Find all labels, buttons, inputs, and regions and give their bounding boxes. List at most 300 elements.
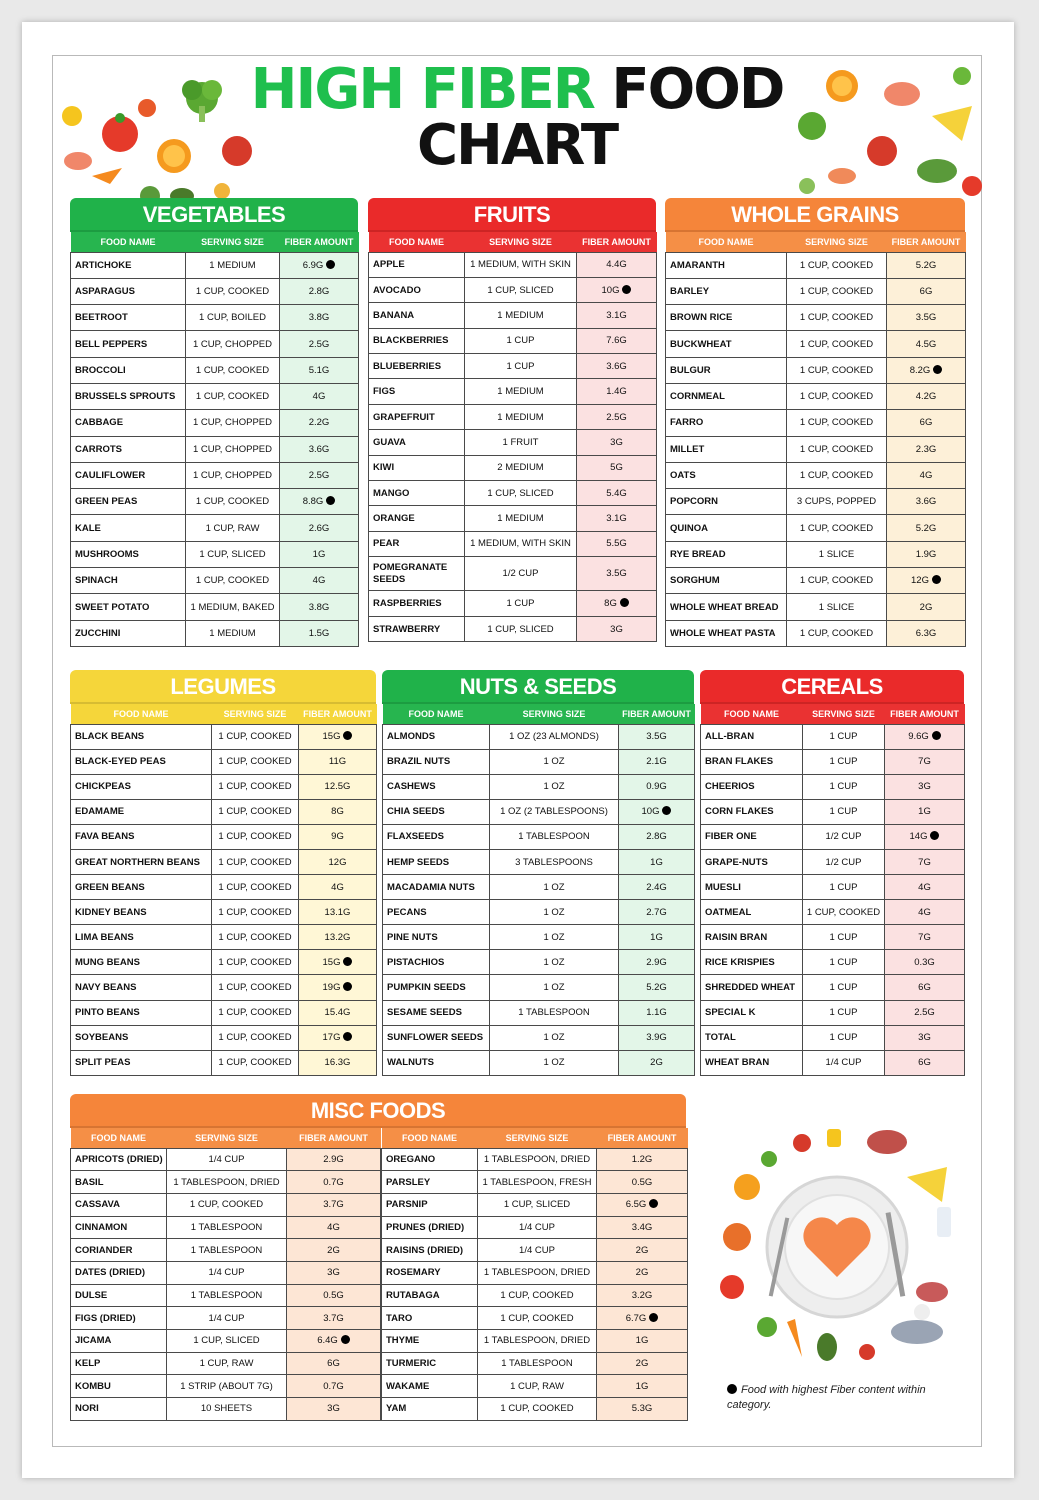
serving-size-cell: [490, 950, 619, 975]
food-name-cell: [71, 568, 186, 594]
food-name-cell: [701, 774, 803, 799]
serving-size-cell: [186, 515, 280, 541]
table-row: [382, 1330, 688, 1353]
table-row: [382, 1193, 688, 1216]
nuts-seeds-table: [382, 704, 695, 1076]
food-name-cell: [369, 506, 465, 531]
table-row: [701, 774, 965, 799]
serving-size-cell: [167, 1330, 287, 1353]
serving-size-cell-text: 1 CUP, COOKED: [218, 956, 292, 968]
food-name-cell-text: SPLIT PEAS: [75, 1057, 131, 1069]
food-name-cell: [369, 354, 465, 379]
fiber-amount-cell: [619, 799, 695, 824]
food-name-cell-text: STRAWBERRY: [373, 623, 441, 635]
food-name-cell: [71, 383, 186, 409]
table-row: [382, 1375, 688, 1398]
food-name-cell-text: EDAMAME: [75, 806, 125, 818]
food-name-cell: [701, 975, 803, 1000]
fiber-amount-cell-text: 5.2G: [915, 259, 937, 271]
serving-size-cell: [167, 1307, 287, 1330]
fruits-panel: [368, 198, 656, 642]
serving-size-cell-text: 1/4 CUP: [208, 1153, 245, 1165]
food-name-cell: [71, 1239, 167, 1262]
nuts-seeds-panel: [382, 670, 694, 1076]
title-part2: FOOD: [611, 57, 784, 122]
food-name-cell-text: ASPARAGUS: [75, 285, 135, 297]
serving-size-cell-text: 1 CUP, COOKED: [799, 259, 874, 271]
fiber-amount-cell-text: 3.6G: [915, 496, 937, 508]
col-serving-size: SERVING SIZE: [186, 232, 280, 252]
food-name-cell: [71, 252, 186, 278]
serving-size-cell: [465, 277, 577, 302]
food-name-cell: [382, 1284, 478, 1307]
food-name-cell: [383, 900, 490, 925]
serving-size-cell: [478, 1398, 597, 1421]
food-name-cell: [701, 824, 803, 849]
serving-size-cell: [787, 410, 887, 436]
table-row: [71, 594, 359, 620]
table-row: [369, 616, 657, 641]
serving-size-cell: [803, 749, 885, 774]
table-row: [71, 900, 377, 925]
serving-size-cell: [490, 925, 619, 950]
fiber-amount-cell: [280, 541, 359, 567]
food-name-cell: [666, 305, 787, 331]
fiber-amount-cell-text: 1G: [635, 1335, 649, 1347]
fiber-amount-cell-text: 10G: [641, 806, 660, 818]
col-fiber-amount: FIBER AMOUNT: [619, 704, 695, 724]
food-name-cell-text: GRAPE-NUTS: [705, 856, 768, 868]
serving-size-cell: [478, 1171, 597, 1194]
table-row: [71, 1025, 377, 1050]
fiber-amount-cell-text: 0.3G: [914, 956, 935, 968]
table-row: [383, 824, 695, 849]
fiber-amount-cell-text: 3.1G: [606, 513, 627, 525]
food-name-cell: [71, 1171, 167, 1194]
fiber-amount-cell: [280, 436, 359, 462]
food-name-cell-text: TOTAL: [705, 1032, 736, 1044]
fiber-amount-cell: [280, 305, 359, 331]
serving-size-cell-text: 1 CUP, COOKED: [799, 312, 874, 324]
food-name-cell-text: BELL PEPPERS: [75, 338, 148, 350]
serving-size-cell-text: 1 CUP, SLICED: [487, 487, 554, 499]
food-name-cell: [383, 975, 490, 1000]
food-name-cell: [701, 1050, 803, 1075]
food-name-cell-text: BASIL: [75, 1176, 104, 1188]
serving-size-cell-text: 1 CUP: [829, 956, 858, 968]
food-name-cell-text: SPINACH: [75, 575, 118, 587]
table-row: [666, 541, 966, 567]
food-name-cell: [382, 1261, 478, 1284]
food-name-cell-text: MANGO: [373, 487, 410, 499]
fiber-amount-cell: [280, 410, 359, 436]
table-row: [71, 774, 377, 799]
food-name-cell-text: BROWN RICE: [670, 312, 733, 324]
serving-size-cell: [465, 616, 577, 641]
fiber-amount-cell-text: 8G: [331, 806, 344, 818]
col-fiber-amount: FIBER AMOUNT: [887, 232, 966, 252]
table-row: [369, 455, 657, 480]
fiber-amount-cell-text: 7.6G: [606, 335, 627, 347]
table-row: [71, 305, 359, 331]
serving-size-cell: [787, 252, 887, 278]
food-name-cell-text: HEMP SEEDS: [387, 856, 450, 868]
serving-size-cell-text: 1 TABLESPOON, FRESH: [482, 1176, 592, 1188]
table-row: [666, 436, 966, 462]
serving-size-cell: [167, 1193, 287, 1216]
serving-size-cell: [167, 1375, 287, 1398]
serving-size-cell-text: 1 CUP, COOKED: [195, 496, 270, 508]
food-name-cell-text: BRUSSELS SPROUTS: [75, 391, 176, 403]
food-name-cell: [369, 591, 465, 616]
food-name-cell-text: KIWI: [373, 462, 395, 474]
fiber-amount-cell: [619, 824, 695, 849]
serving-size-cell-text: 1 OZ: [543, 981, 565, 993]
fiber-amount-cell: [287, 1284, 381, 1307]
food-name-cell: [71, 1148, 167, 1171]
food-name-cell-text: CHEERIOS: [705, 781, 755, 793]
serving-size-cell: [167, 1284, 287, 1307]
fiber-amount-cell-text: 1.5G: [308, 627, 330, 639]
fiber-amount-cell-text: 2G: [635, 1267, 649, 1279]
serving-size-cell: [490, 900, 619, 925]
serving-size-cell: [212, 749, 299, 774]
table-row: [383, 1025, 695, 1050]
fiber-amount-cell: [577, 379, 657, 404]
serving-size-cell: [465, 252, 577, 277]
col-fiber-amount: FIBER AMOUNT: [577, 232, 657, 252]
fiber-amount-cell: [287, 1239, 381, 1262]
fiber-amount-cell-text: 3G: [327, 1267, 340, 1279]
fiber-amount-cell-text: 12.5G: [324, 781, 351, 793]
fiber-amount-cell-text: 7G: [918, 756, 931, 768]
food-name-cell: [369, 252, 465, 277]
fiber-amount-cell: [299, 749, 377, 774]
serving-size-cell: [478, 1216, 597, 1239]
serving-size-cell-text: 1 MEDIUM: [209, 627, 256, 639]
fiber-amount-cell: [577, 591, 657, 616]
serving-size-cell: [167, 1398, 287, 1421]
fiber-amount-cell: [887, 357, 966, 383]
fiber-amount-cell-text: 6.4G: [317, 1335, 338, 1347]
food-name-cell-text: PUMPKIN SEEDS: [387, 981, 466, 993]
fiber-amount-cell: [280, 252, 359, 278]
table-row: [383, 774, 695, 799]
food-name-cell: [382, 1193, 478, 1216]
food-name-cell: [71, 410, 186, 436]
serving-size-cell-text: 1 TABLESPOON, DRIED: [483, 1153, 591, 1165]
cereals-panel: [700, 670, 964, 1076]
food-name-cell: [71, 515, 186, 541]
serving-size-cell-text: 1 CUP, COOKED: [218, 731, 292, 743]
col-food-name: FOOD NAME: [369, 232, 465, 252]
fiber-amount-cell: [287, 1171, 381, 1194]
fiber-amount-cell: [299, 774, 377, 799]
fiber-amount-cell: [619, 749, 695, 774]
table-row: [383, 799, 695, 824]
highlight-dot-icon: [933, 365, 942, 374]
food-name-cell-text: MUNG BEANS: [75, 956, 140, 968]
table-row: [666, 357, 966, 383]
fiber-amount-cell-text: 2.5G: [606, 411, 627, 423]
fiber-amount-cell-text: 6G: [918, 1057, 931, 1069]
food-name-cell-text: BULGUR: [670, 364, 711, 376]
food-name-cell-text: ORANGE: [373, 513, 415, 525]
food-name-cell-text: PINTO BEANS: [75, 1007, 140, 1019]
highlight-dot-icon: [341, 1335, 350, 1344]
table-row: [71, 1171, 381, 1194]
serving-size-cell-text: 1 OZ: [543, 756, 565, 768]
food-name-cell: [369, 557, 465, 591]
food-name-cell: [369, 430, 465, 455]
fiber-amount-cell-text: 11G: [328, 756, 347, 768]
table-row: [369, 591, 657, 616]
serving-size-cell-text: 1 OZ: [543, 906, 565, 918]
fiber-amount-cell-text: 4.2G: [915, 391, 937, 403]
food-name-cell: [666, 515, 787, 541]
food-name-cell-text: SORGHUM: [670, 575, 720, 587]
fiber-amount-cell-text: 5G: [610, 462, 623, 474]
food-name-cell-text: SPECIAL K: [705, 1007, 756, 1019]
table-row: [71, 1216, 381, 1239]
col-serving-size: SERVING SIZE: [787, 232, 887, 252]
col-fiber-amount: FIBER AMOUNT: [299, 704, 377, 724]
serving-size-cell: [212, 925, 299, 950]
serving-size-cell-text: 1 CUP, COOKED: [195, 364, 270, 376]
serving-size-cell: [787, 515, 887, 541]
serving-size-cell: [787, 489, 887, 515]
food-name-cell: [369, 616, 465, 641]
fiber-amount-cell: [619, 724, 695, 749]
serving-size-cell: [186, 383, 280, 409]
fiber-amount-cell: [577, 354, 657, 379]
fiber-amount-cell: [597, 1239, 688, 1262]
fiber-amount-cell: [619, 1025, 695, 1050]
serving-size-cell-text: 1 CUP, COOKED: [799, 338, 874, 350]
food-name-cell: [369, 277, 465, 302]
food-name-cell: [71, 305, 186, 331]
food-name-cell-text: ALL-BRAN: [705, 731, 755, 743]
serving-size-cell-text: 1 TABLESPOON, DRIED: [483, 1335, 591, 1347]
fiber-amount-cell-text: 15G: [322, 731, 341, 743]
table-row: [369, 379, 657, 404]
serving-size-cell: [787, 620, 887, 646]
serving-size-cell-text: 1 CUP: [829, 931, 858, 943]
food-name-cell: [71, 1050, 212, 1075]
serving-size-cell-text: 1 CUP, COOKED: [218, 1032, 292, 1044]
serving-size-cell-text: 10 SHEETS: [200, 1403, 253, 1415]
food-name-cell: [71, 620, 186, 646]
food-name-cell-text: OATMEAL: [705, 906, 752, 918]
legumes-table: [70, 704, 377, 1076]
fiber-amount-cell-text: 1G: [650, 931, 663, 943]
col-fiber-amount: FIBER AMOUNT: [885, 704, 965, 724]
serving-size-cell: [490, 799, 619, 824]
food-name-cell-text: NORI: [75, 1403, 99, 1415]
serving-size-cell-text: 1 MEDIUM: [497, 309, 544, 321]
fiber-amount-cell: [597, 1171, 688, 1194]
food-name-cell-text: MUESLI: [705, 881, 741, 893]
fiber-amount-cell: [597, 1216, 688, 1239]
serving-size-cell-text: 1 CUP, COOKED: [218, 881, 292, 893]
fiber-amount-cell: [885, 799, 965, 824]
highlight-dot-icon: [662, 806, 671, 815]
table-row: [71, 1307, 381, 1330]
serving-size-cell-text: 3 TABLESPOONS: [515, 856, 593, 868]
table-row: [701, 1025, 965, 1050]
table-row: [701, 824, 965, 849]
fiber-amount-cell-text: 4G: [327, 1221, 340, 1233]
fiber-amount-cell: [287, 1352, 381, 1375]
fiber-amount-cell: [299, 799, 377, 824]
food-name-cell-text: NAVY BEANS: [75, 981, 137, 993]
food-name-cell-text: MUSHROOMS: [75, 548, 139, 560]
food-name-cell-text: FARRO: [670, 417, 704, 429]
table-row: [382, 1261, 688, 1284]
serving-size-cell-text: 1 OZ: [543, 956, 565, 968]
table-row: [383, 724, 695, 749]
serving-size-cell-text: 1/4 CUP: [825, 1057, 862, 1069]
table-row: [383, 950, 695, 975]
food-name-cell-text: OREGANO: [386, 1153, 436, 1165]
table-row: [666, 305, 966, 331]
serving-size-cell: [167, 1352, 287, 1375]
serving-size-cell: [465, 455, 577, 480]
fiber-amount-cell-text: 3.2G: [631, 1289, 653, 1301]
food-name-cell: [369, 455, 465, 480]
table-row: [383, 1000, 695, 1025]
table-row: [369, 481, 657, 506]
serving-size-cell-text: 1 MEDIUM, BAKED: [190, 601, 275, 613]
fiber-amount-cell-text: 0.5G: [631, 1176, 653, 1188]
food-name-cell-text: BRAZIL NUTS: [387, 756, 451, 768]
fiber-amount-cell: [299, 849, 377, 874]
serving-size-cell: [787, 462, 887, 488]
table-row: [701, 875, 965, 900]
fiber-amount-cell: [299, 950, 377, 975]
food-name-cell-text: BLUEBERRIES: [373, 360, 442, 372]
food-name-cell-text: MACADAMIA NUTS: [387, 881, 475, 893]
table-row: [383, 1050, 695, 1075]
serving-size-cell-text: 1 CUP, CHOPPED: [192, 443, 272, 455]
food-name-cell-text: DATES (DRIED): [75, 1267, 146, 1279]
fiber-amount-cell-text: 2.5G: [308, 338, 330, 350]
food-name-cell: [71, 541, 186, 567]
table-row: [382, 1239, 688, 1262]
food-name-cell: [666, 462, 787, 488]
fiber-amount-cell: [287, 1216, 381, 1239]
food-name-cell: [666, 383, 787, 409]
serving-size-cell-text: 1 OZ: [543, 931, 565, 943]
fiber-amount-cell-text: 6.3G: [915, 627, 937, 639]
fiber-amount-cell-text: 2.6G: [308, 522, 330, 534]
fiber-amount-cell: [619, 774, 695, 799]
serving-size-cell: [490, 724, 619, 749]
fiber-amount-cell: [280, 357, 359, 383]
food-name-cell: [382, 1352, 478, 1375]
serving-size-cell: [787, 594, 887, 620]
food-name-cell: [383, 849, 490, 874]
fiber-amount-cell: [887, 594, 966, 620]
fiber-amount-cell-text: 6G: [918, 981, 931, 993]
serving-size-cell: [212, 724, 299, 749]
food-name-cell: [71, 331, 186, 357]
serving-size-cell-text: 1 CUP, COOKED: [189, 1199, 264, 1211]
table-row: [369, 557, 657, 591]
table-row: [71, 489, 359, 515]
col-serving-size: SERVING SIZE: [465, 232, 577, 252]
food-name-cell-text: BLACK BEANS: [75, 731, 145, 743]
serving-size-cell-text: 1 TABLESPOON: [190, 1289, 263, 1301]
fiber-amount-cell: [887, 436, 966, 462]
fiber-amount-cell: [619, 1050, 695, 1075]
food-name-cell-text: FAVA BEANS: [75, 831, 135, 843]
food-name-cell-text: CASSAVA: [75, 1199, 121, 1211]
serving-size-cell-text: 1 SLICE: [818, 601, 855, 613]
food-name-cell-text: LIMA BEANS: [75, 931, 134, 943]
food-name-cell: [701, 849, 803, 874]
serving-size-cell-text: 1 CUP, COOKED: [195, 575, 270, 587]
table-row: [666, 410, 966, 436]
table-row: [71, 436, 359, 462]
fiber-amount-cell-text: 3.7G: [323, 1312, 344, 1324]
food-name-cell-text: OATS: [670, 470, 696, 482]
serving-size-cell: [478, 1307, 597, 1330]
table-row: [71, 1330, 381, 1353]
serving-size-cell: [186, 331, 280, 357]
fiber-amount-cell-text: 6G: [919, 417, 933, 429]
food-name-cell: [666, 278, 787, 304]
food-name-cell: [71, 1216, 167, 1239]
food-name-cell-text: POMEGRANATE SEEDS: [373, 561, 448, 585]
fiber-amount-cell: [287, 1307, 381, 1330]
food-name-cell-text: PARSLEY: [386, 1176, 431, 1188]
col-fiber-amount: FIBER AMOUNT: [597, 1128, 688, 1148]
table-row: [701, 799, 965, 824]
fiber-amount-cell-text: 4.4G: [606, 259, 627, 271]
fiber-amount-cell-text: 2.5G: [308, 470, 330, 482]
fiber-amount-cell-text: 4G: [918, 881, 931, 893]
fiber-amount-cell: [619, 849, 695, 874]
fiber-amount-cell: [287, 1330, 381, 1353]
fiber-amount-cell-text: 2.4G: [646, 881, 667, 893]
serving-size-cell: [478, 1148, 597, 1171]
food-name-cell: [382, 1216, 478, 1239]
food-name-cell: [71, 1375, 167, 1398]
fiber-amount-cell: [577, 616, 657, 641]
highlight-dot-icon: [326, 260, 335, 269]
fiber-amount-cell-text: 3.5G: [646, 731, 667, 743]
table-row: [71, 1000, 377, 1025]
serving-size-cell-text: 1 CUP, RAW: [199, 1358, 254, 1370]
food-name-cell-text: GREEN BEANS: [75, 881, 145, 893]
food-name-cell-text: THYME: [386, 1335, 420, 1347]
serving-size-cell: [803, 724, 885, 749]
fiber-amount-cell: [577, 404, 657, 429]
serving-size-cell-text: 1 CUP, SLICED: [487, 623, 554, 635]
food-name-cell-text: SESAME SEEDS: [387, 1007, 462, 1019]
fiber-amount-cell-text: 5.3G: [631, 1403, 653, 1415]
food-name-cell-text: AMARANTH: [670, 259, 725, 271]
fiber-amount-cell-text: 8.2G: [909, 364, 931, 376]
fiber-amount-cell-text: 8G: [604, 598, 617, 610]
serving-size-cell-text: 1 CUP, COOKED: [799, 443, 874, 455]
fiber-amount-cell-text: 3G: [610, 436, 623, 448]
table-row: [666, 383, 966, 409]
fiber-amount-cell-text: 7G: [918, 856, 931, 868]
serving-size-cell-text: 1 OZ: [543, 1057, 565, 1069]
fiber-amount-cell-text: 5.2G: [915, 522, 937, 534]
